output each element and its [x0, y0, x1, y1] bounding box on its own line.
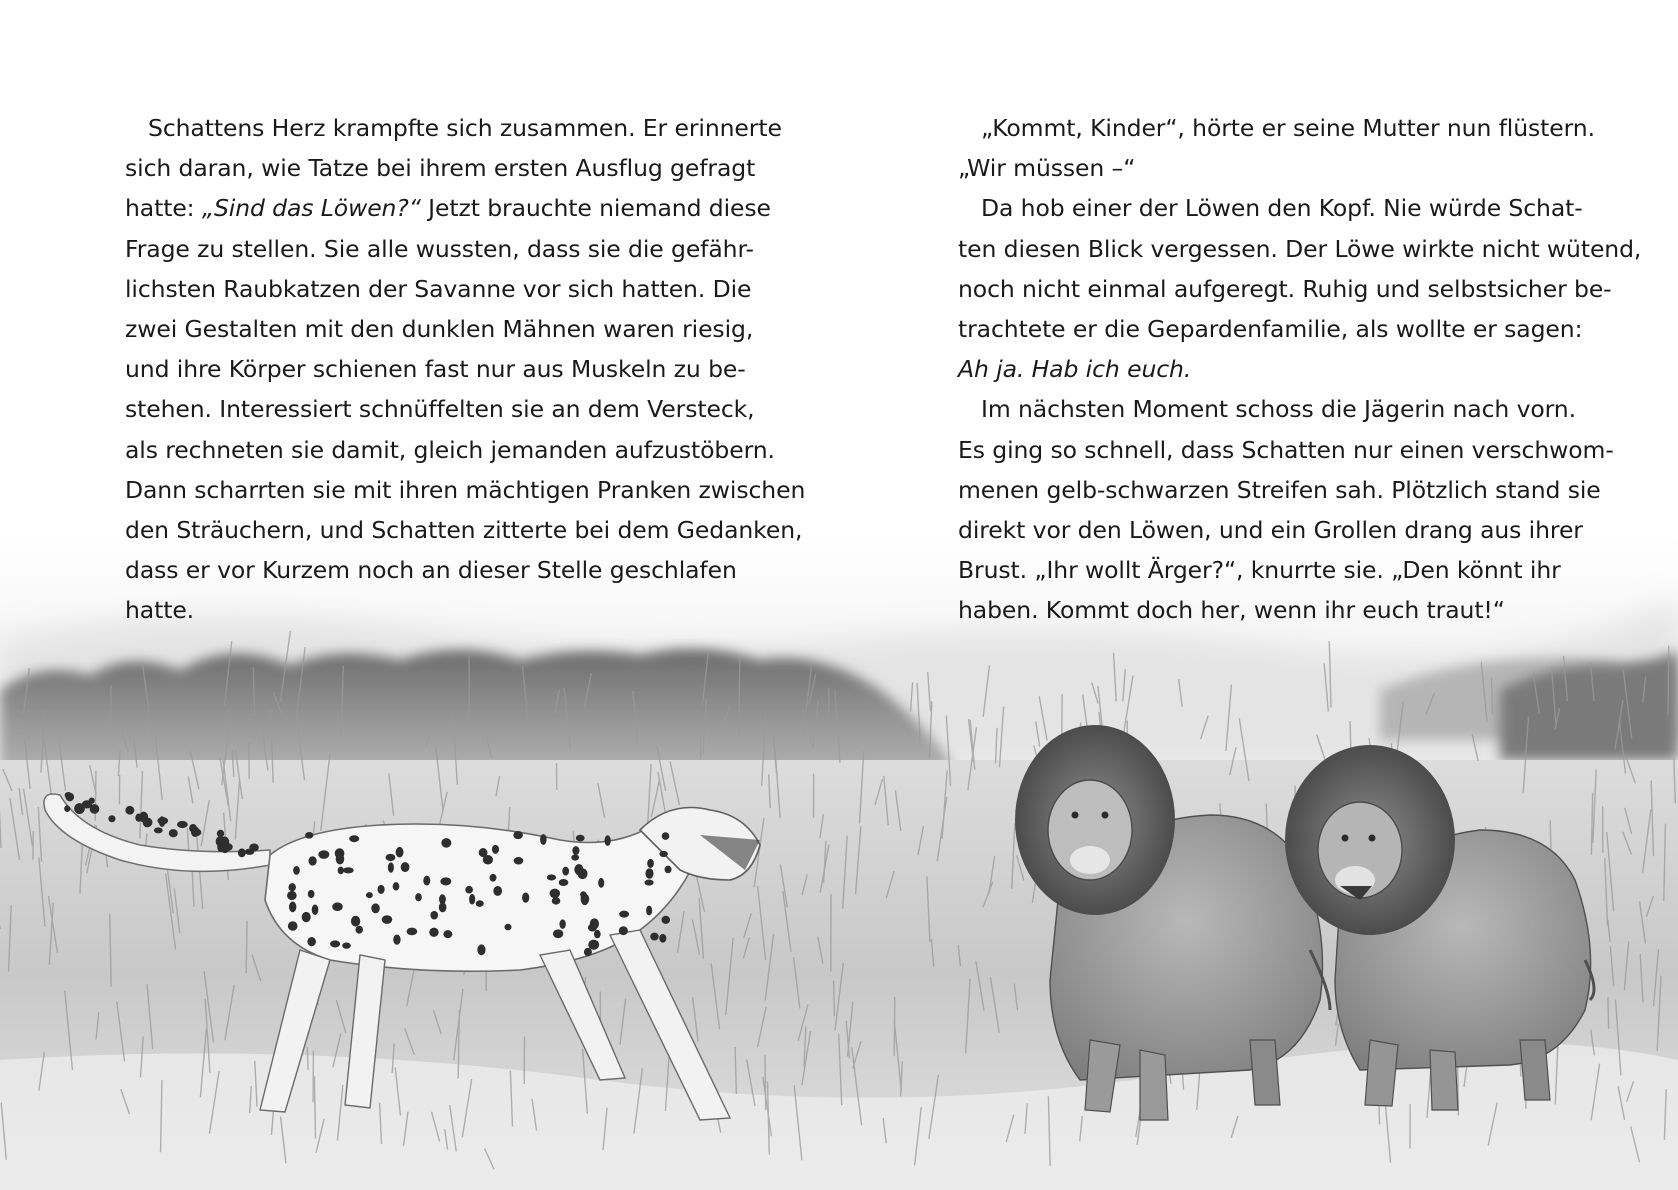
grass-blade	[765, 1055, 766, 1110]
cheetah-spot	[90, 804, 100, 814]
cheetah-spot	[443, 930, 452, 938]
cheetah-spot	[338, 867, 344, 875]
text-line	[125, 430, 815, 470]
cheetah-spot	[293, 866, 300, 875]
cheetah-spot	[249, 843, 258, 851]
cheetah-spot	[562, 867, 569, 876]
cheetah-spot	[169, 829, 178, 837]
cheetah-spot	[366, 892, 373, 898]
text-segment: Dann scharrten sie mit ihren mächtigen Pranken zwischen	[125, 475, 806, 504]
cheetah-spot	[386, 854, 396, 861]
text-line	[958, 269, 1648, 309]
italic-segment: „Sind das Löwen?“	[201, 194, 421, 223]
cheetah-spot	[377, 885, 384, 894]
text-line	[125, 470, 815, 510]
cheetah-spot	[288, 921, 298, 931]
cheetah-spot	[143, 818, 153, 828]
cheetah-spot	[415, 893, 422, 901]
text-line	[958, 590, 1648, 630]
cheetah-spot	[504, 924, 511, 931]
cheetah-spot	[125, 806, 134, 815]
cheetah-spot	[288, 883, 295, 891]
text-segment: hatte:	[125, 194, 202, 223]
cheetah-spot	[289, 902, 296, 913]
cheetah-spot	[407, 928, 418, 936]
italic-segment: Ah ja. Hab ich euch.	[958, 355, 1192, 384]
cheetah-spot	[393, 934, 400, 944]
cheetah-spot	[388, 862, 394, 872]
text-line	[125, 590, 815, 630]
text-segment: stehen. Interessiert schnüffelten sie an dem Versteck,	[125, 395, 755, 424]
cheetah-spot	[305, 832, 313, 839]
cheetah-spot	[429, 928, 438, 937]
text-line	[125, 188, 815, 228]
cheetah-spot	[490, 874, 497, 882]
cheetah-spot	[559, 919, 565, 929]
text-line	[958, 148, 1648, 188]
text-segment: zwei Gestalten mit den dunklen Mähnen waren riesig,	[125, 314, 754, 343]
text-line	[125, 269, 815, 309]
text-segment: dass er vor Kurzem noch an dieser Stelle geschlafen	[125, 556, 737, 585]
text-line	[958, 108, 1648, 148]
text-line	[958, 229, 1648, 269]
cheetah-spot	[661, 916, 670, 924]
cheetah-spot	[336, 854, 345, 865]
cheetah-spot	[64, 805, 70, 812]
cheetah-spot	[594, 930, 601, 938]
text-segment: ten diesen Blick vergessen. Der Löwe wirkte nicht wütend,	[958, 234, 1642, 263]
cheetah-spot	[619, 926, 628, 935]
cheetah-spot	[604, 835, 610, 846]
text-line	[125, 229, 815, 269]
cheetah-spot	[371, 903, 380, 913]
cheetah-spot	[580, 891, 586, 898]
cheetah-spot	[439, 902, 447, 912]
text-segment: haben. Kommt doch her, wenn ihr euch traut!“	[958, 596, 1505, 625]
text-segment: Brust. „Ihr wollt Ärger?“, knurrte sie. „Den könnt ihr	[958, 556, 1561, 585]
text-segment: und ihre Körper schienen fast nur aus Muskeln zu be-	[125, 355, 746, 384]
cheetah-spot	[332, 902, 343, 911]
text-line	[958, 188, 1648, 228]
cheetah-spot	[307, 937, 316, 946]
text-line	[125, 108, 815, 148]
cheetah-spot	[342, 942, 351, 948]
cheetah-spot	[483, 855, 493, 864]
cheetah-spot	[154, 827, 163, 833]
cheetah-spot	[465, 886, 473, 894]
cheetah-spot	[552, 897, 561, 904]
cheetah-spot	[308, 890, 315, 898]
text-segment: als rechneten sie damit, gleich jemanden aufzustöbern.	[125, 435, 775, 464]
cheetah-spot	[302, 912, 311, 922]
cheetah-spot	[514, 857, 524, 864]
cheetah-spot	[492, 845, 499, 854]
grass-blade	[253, 667, 254, 715]
text-line	[958, 470, 1648, 510]
text-line	[125, 148, 815, 188]
cheetah-spot	[540, 834, 547, 845]
cheetah-spot	[108, 815, 115, 822]
cheetah-spot	[571, 854, 579, 860]
grass-blade	[894, 997, 895, 1056]
text-line	[958, 349, 1648, 389]
grass-blade	[834, 981, 835, 1016]
cheetah-spot	[430, 911, 438, 920]
cheetah-spot	[343, 867, 354, 873]
cheetah-spot	[476, 900, 484, 907]
text-segment: „Wir müssen –“	[958, 154, 1136, 183]
text-segment: direkt vor den Löwen, und ein Grollen drang aus ihrer	[958, 515, 1583, 544]
text-segment: „Kommt, Kinder“, hörte er seine Mutter nun flüstern.	[981, 114, 1595, 142]
cheetah-spot	[318, 850, 329, 859]
cheetah-spot	[619, 911, 629, 918]
cheetah-spot	[220, 837, 229, 848]
cheetah-spot	[135, 813, 142, 821]
text-line	[958, 510, 1648, 550]
cheetah-spot	[217, 830, 224, 837]
cheetah-spot	[401, 862, 410, 872]
text-line	[125, 389, 815, 429]
text-segment: menen gelb-schwarzen Streifen sah. Plötzlich stand sie	[958, 475, 1601, 504]
left-page-text	[125, 108, 815, 630]
cheetah-spot	[349, 835, 359, 842]
cheetah-spot	[89, 797, 95, 803]
grass-blade	[246, 921, 247, 973]
cheetah-spot	[177, 821, 188, 828]
cheetah-spot	[469, 894, 475, 905]
cheetah-spot	[312, 904, 319, 915]
cheetah-spot	[356, 926, 363, 934]
text-line	[958, 550, 1648, 590]
text-segment: Es ging so schnell, dass Schatten nur einen verschwom-	[958, 435, 1614, 464]
cheetah-spot	[522, 892, 529, 902]
cheetah-spot	[547, 874, 556, 880]
text-segment: Im nächsten Moment schoss die Jägerin nach vorn.	[981, 395, 1576, 424]
text-line	[125, 510, 815, 550]
text-segment: den Sträuchern, und Schatten zitterte bei dem Gedanken,	[125, 515, 803, 544]
cheetah-spot	[441, 838, 451, 847]
cheetah-spot	[665, 866, 672, 874]
cheetah-spot	[598, 878, 604, 888]
text-segment: sich daran, wie Tatze bei ihrem ersten Ausflug gefragt	[125, 154, 756, 183]
cheetah-spot	[513, 831, 523, 839]
text-line	[958, 389, 1648, 429]
cheetah-spot	[287, 891, 297, 900]
cheetah-spot	[553, 929, 563, 938]
cheetah-spot	[584, 948, 592, 956]
cheetah-spot	[330, 940, 340, 947]
cheetah-spot	[159, 816, 166, 827]
text-line	[125, 550, 815, 590]
cheetah-spot	[308, 856, 316, 865]
cheetah-spot	[550, 889, 561, 899]
cheetah-spot	[351, 916, 360, 927]
cheetah-spot	[645, 879, 654, 885]
cheetah-spot	[393, 882, 400, 890]
cheetah-spot	[662, 832, 670, 840]
cheetah-spot	[440, 877, 451, 885]
cheetah-spot	[659, 934, 666, 943]
grass-blade	[1668, 646, 1669, 715]
cheetah-spot	[382, 915, 393, 924]
cheetah-spot	[650, 933, 658, 941]
cheetah-spot	[572, 846, 579, 855]
cheetah-spot	[588, 940, 599, 950]
cheetah-spot	[238, 848, 246, 857]
cheetah-spot	[423, 876, 430, 886]
cheetah-spot	[590, 918, 599, 929]
cheetah-spot	[576, 835, 585, 842]
text-segment: noch nicht einmal aufgeregt. Ruhig und selbstsicher be-	[958, 274, 1612, 303]
right-page-text	[958, 108, 1648, 630]
cheetah-spot	[65, 792, 72, 798]
text-segment: Frage zu stellen. Sie alle wussten, dass sie die gefähr-	[125, 234, 754, 263]
grass-blade	[307, 1047, 308, 1070]
text-line	[125, 349, 815, 389]
grass-blade	[1608, 997, 1609, 1029]
text-segment: hatte.	[125, 596, 195, 625]
text-line	[958, 430, 1648, 470]
cheetah-spot	[493, 886, 502, 896]
cheetah-spot	[477, 944, 485, 955]
cheetah-spot	[647, 859, 654, 868]
cheetah-spot	[574, 864, 583, 875]
cheetah-spot	[659, 851, 667, 857]
cheetah-spot	[559, 879, 569, 886]
cheetah-spot	[645, 868, 653, 879]
cheetah-spot	[646, 906, 652, 916]
text-line	[125, 309, 815, 349]
cheetah-spot	[189, 824, 197, 832]
text-segment: trachtete er die Gepardenfamilie, als wollte er sagen:	[958, 314, 1583, 343]
text-segment: Jetzt brauchte niemand diese	[420, 194, 771, 223]
text-segment: lichsten Raubkatzen der Savanne vor sich hatten. Die	[125, 274, 752, 303]
text-segment: Da hob einer der Löwen den Kopf. Nie würde Schat-	[981, 194, 1583, 223]
text-segment: Schattens Herz krampfte sich zusammen. Er erinnerte	[148, 114, 782, 142]
text-line	[958, 309, 1648, 349]
cheetah-spot	[396, 847, 404, 858]
